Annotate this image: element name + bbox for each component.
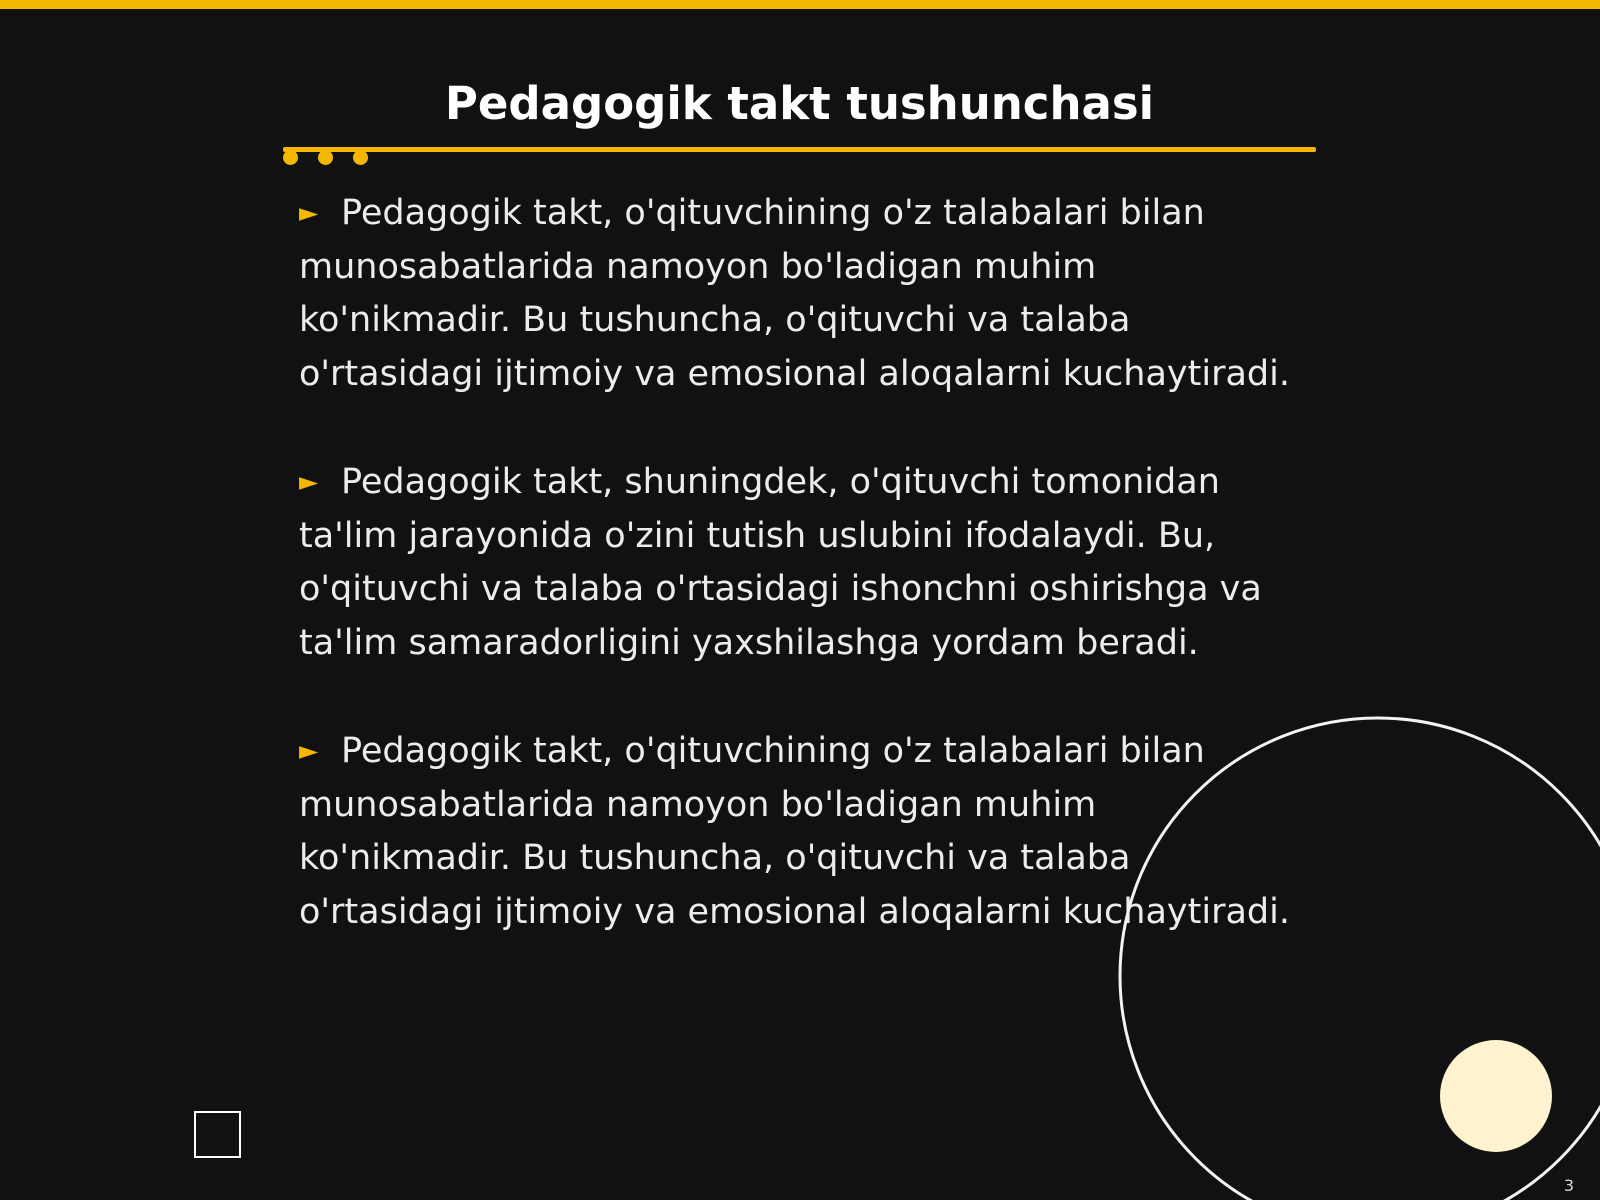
slide-title: Pedagogik takt tushunchasi bbox=[444, 77, 1155, 130]
square-outline-decoration bbox=[194, 1111, 241, 1158]
page-number: 3 bbox=[1563, 1176, 1574, 1195]
paragraph-text: Pedagogik takt, o'qituvchining o'z talabalari bilan munosabatlarida namoyon bo'ladigan muhim ko'nikmadir. Bu tushuncha, o'qituvchi va talaba o'rtasidagi ijtimoiy va emosional aloqalarni kuchaytiradi. bbox=[299, 731, 1290, 932]
cream-circle-decoration bbox=[1440, 1040, 1552, 1152]
bullet-arrow-icon: ► bbox=[299, 198, 319, 227]
bullet-paragraph bbox=[299, 724, 1299, 939]
accent-dot bbox=[318, 150, 333, 165]
bullet-arrow-icon: ► bbox=[299, 736, 319, 765]
accent-dot bbox=[283, 150, 298, 165]
bullet-paragraph bbox=[299, 186, 1299, 401]
content-body bbox=[299, 186, 1299, 993]
accent-dot bbox=[353, 150, 368, 165]
bullet-paragraph bbox=[299, 455, 1299, 670]
top-accent-bar bbox=[0, 0, 1600, 9]
bullet-arrow-icon: ► bbox=[299, 467, 319, 496]
paragraph-text: Pedagogik takt, shuningdek, o'qituvchi tomonidan ta'lim jarayonida o'zini tutish uslubini ifodalaydi. Bu, o'qituvchi va talaba o'rtasidagi ishonchni oshirishga va ta'lim samaradorligini yaxshilashga yordam beradi. bbox=[299, 462, 1262, 663]
paragraph-text: Pedagogik takt, o'qituvchining o'z talabalari bilan munosabatlarida namoyon bo'ladigan muhim ko'nikmadir. Bu tushuncha, o'qituvchi va talaba o'rtasidagi ijtimoiy va emosional aloqalarni kuchaytiradi. bbox=[299, 193, 1290, 394]
title-underline bbox=[283, 147, 1316, 152]
